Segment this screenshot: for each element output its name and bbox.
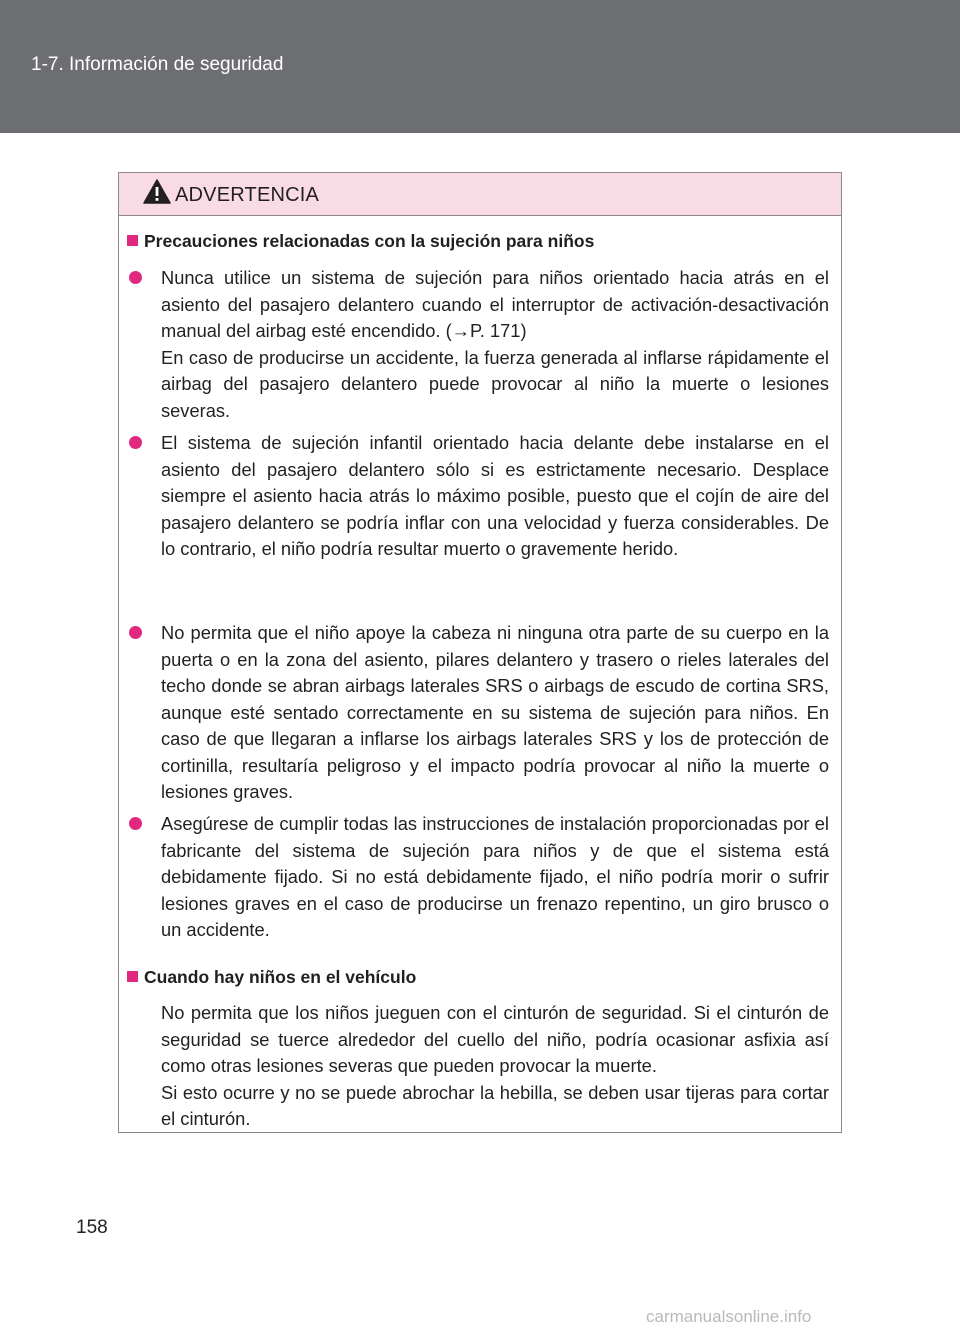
square-bullet-icon bbox=[127, 235, 138, 246]
list-item: No permita que el niño apoye la cabeza ni ninguna otra parte de su cuerpo en la puerta o en la zona del asiento, pilares delantero y trasero o rieles laterales del techo donde se abran airbags laterales SRS o airbags de escudo de cortina SRS, aunque esté sentado correctamente en su sistema de sujeción para niños. En caso de que llegaran a inflarse los airbags laterales SRS y los de protección de cortinilla, resultaría peligroso y el impacto podría provocar al niño la muerte o lesiones graves. bbox=[129, 620, 829, 806]
watermark: carmanualsonline.info bbox=[646, 1307, 812, 1326]
chapter-title: 1-7. Información de seguridad bbox=[31, 54, 284, 75]
section-title: Precauciones relacionadas con la sujeción para niños bbox=[127, 231, 594, 252]
bullet-icon bbox=[129, 436, 142, 449]
bullet-icon bbox=[129, 626, 142, 639]
warning-triangle-icon bbox=[143, 179, 171, 204]
warning-header bbox=[119, 173, 841, 216]
page-header bbox=[0, 0, 960, 133]
warning-box bbox=[118, 172, 842, 1133]
list-item: Asegúrese de cumplir todas las instrucciones de instalación proporcionadas por el fabricante del sistema de sujeción para niños y de que el sistema está debidamente fijado. Si no está debidamente fijado, el niño podría morir o sufrir lesiones graves en el caso de producirse un frenazo repentino, un giro brusco o un accidente. bbox=[129, 811, 829, 944]
square-bullet-icon bbox=[127, 971, 138, 982]
bullet-icon bbox=[129, 271, 142, 284]
list-item: Nunca utilice un sistema de sujeción para niños orientado hacia atrás en el asiento del pasajero delantero cuando el interruptor de activación-desactivación manual del airbag esté encendido. (→P. 171) En caso de producirse un accidente, la fuerza generada al inflarse rápidamente el airbag del pasajero delantero puede provocar al niño la muerte o lesiones severas. bbox=[129, 265, 829, 424]
warning-label: ADVERTENCIA bbox=[175, 184, 320, 206]
bullet-icon bbox=[129, 817, 142, 830]
list-item: El sistema de sujeción infantil orientado hacia delante debe instalarse en el asiento del pasajero delantero sólo si es estrictamente necesario. Desplace siempre el asiento hacia atrás lo máximo posible, puesto que el cojín de aire del pasajero delantero se podría inflar con una velocidad y fuerza considerables. De lo contrario, el niño podría resultar muerto o gravemente herido. bbox=[129, 430, 829, 563]
section-title: Cuando hay niños en el vehículo bbox=[127, 967, 416, 988]
paragraph: No permita que los niños jueguen con el cinturón de seguridad. Si el cinturón de seguridad se tuerce alrededor del cuello del niño, podría ocasionar asfixia así como otras lesiones severas que pueden provocar la muerte. Si esto ocurre y no se puede abrochar la hebilla, se deben usar tijeras para cortar el cinturón. bbox=[161, 1002, 829, 1129]
page-number: 158 bbox=[76, 1217, 108, 1238]
